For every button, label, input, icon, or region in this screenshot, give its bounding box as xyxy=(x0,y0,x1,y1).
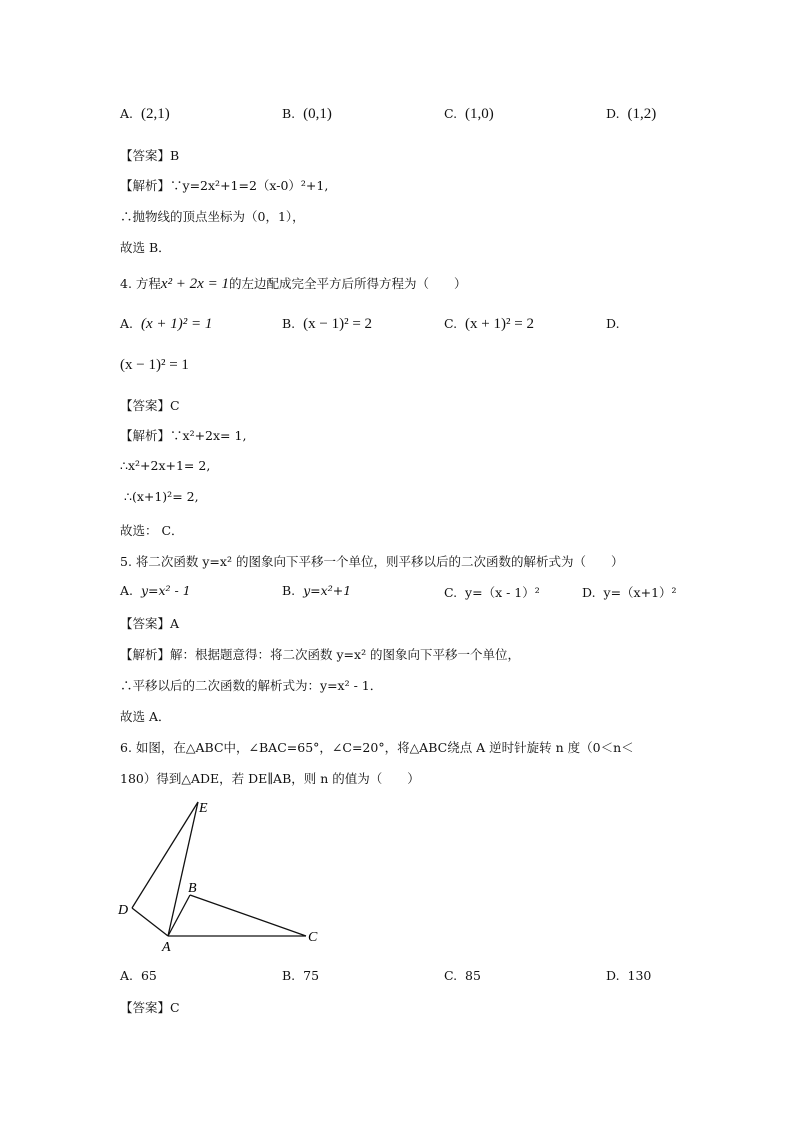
q5-option-b: B. y=x²+1 xyxy=(282,583,352,598)
q5-analysis-2: ∴平移以后的二次函数的解析式为：y=x² - 1． xyxy=(120,678,383,693)
q6-stem-line1: 6. 如图，在△ABC中，∠BAC=65°，∠C=20°，将△ABC绕点 A 逆时针旋转 n 度（0＜n＜ xyxy=(120,740,634,755)
label-c: C xyxy=(308,930,318,945)
q3-answer: 【答案】B xyxy=(120,148,180,163)
label-b: B xyxy=(188,881,197,896)
q3-option-a: A. (2,1) xyxy=(120,106,170,122)
q5-option-c: C. y=（x - 1）² xyxy=(444,585,540,600)
q6-option-c: C. 85 xyxy=(444,968,481,983)
q4-conclusion: 故选： C． xyxy=(120,523,184,538)
q3-analysis-2: ∴抛物线的顶点坐标为（0，1）， xyxy=(120,209,305,224)
q4-option-c: C. (x + 1)² = 2 xyxy=(444,316,534,332)
q3-option-b: B. (0,1) xyxy=(282,106,332,122)
q4-answer: 【答案】C xyxy=(120,398,180,413)
q4-analysis-1: 【解析】∵x²+2x= 1, xyxy=(120,428,247,443)
q6-option-b: B. 75 xyxy=(282,968,320,983)
label-a: A xyxy=(162,940,171,955)
segment-ab xyxy=(168,895,190,936)
q4-option-d-letter: D. xyxy=(606,316,620,331)
q3-conclusion: 故选 B． xyxy=(120,240,171,255)
q5-analysis-1: 【解析】解：根据题意得：将二次函数 y=x² 的图象向下平移一个单位， xyxy=(120,647,521,662)
q3-option-c: C. (1,0) xyxy=(444,106,494,122)
segment-da xyxy=(132,908,168,936)
q4-analysis-2: ∴x²+2x+1= 2, xyxy=(120,458,211,473)
q3-analysis-1: 【解析】∵y=2x²+1=2（x-0）²+1, xyxy=(120,178,329,193)
q5-conclusion: 故选 A． xyxy=(120,709,171,724)
q6-answer: 【答案】C xyxy=(120,1000,180,1015)
q5-answer: 【答案】A xyxy=(120,616,180,631)
q6-stem-line2: 180）得到△ADE，若 DE∥AB，则 n 的值为（ ） xyxy=(120,771,420,786)
q4-stem: 4. 方程x² + 2x = 1的左边配成完全平方后所得方程为（ ） xyxy=(120,276,467,292)
q5-option-d: D. y=（x+1）² xyxy=(582,585,677,600)
q3-option-d: D. (1,2) xyxy=(606,106,657,122)
q5-stem: 5. 将二次函数 y=x² 的图象向下平移一个单位，则平移以后的二次函数的解析式为（ ） xyxy=(120,554,624,569)
q4-option-b: B. (x − 1)² = 2 xyxy=(282,316,373,332)
q6-triangle-figure xyxy=(110,790,340,960)
segment-ae xyxy=(168,802,198,936)
q4-option-d-value: (x − 1)² = 1 xyxy=(120,357,189,373)
q6-option-a: A. 65 xyxy=(120,968,157,983)
segment-bc xyxy=(190,895,306,936)
q4-analysis-3: ∴(x+1)²= 2, xyxy=(124,489,199,504)
q4-option-a: A. (x + 1)² = 1 xyxy=(120,316,213,332)
q6-option-d: D. 130 xyxy=(606,968,652,983)
label-e: E xyxy=(199,801,208,816)
q5-option-a: A. y=x² - 1 xyxy=(120,583,191,598)
label-d: D xyxy=(118,903,129,918)
